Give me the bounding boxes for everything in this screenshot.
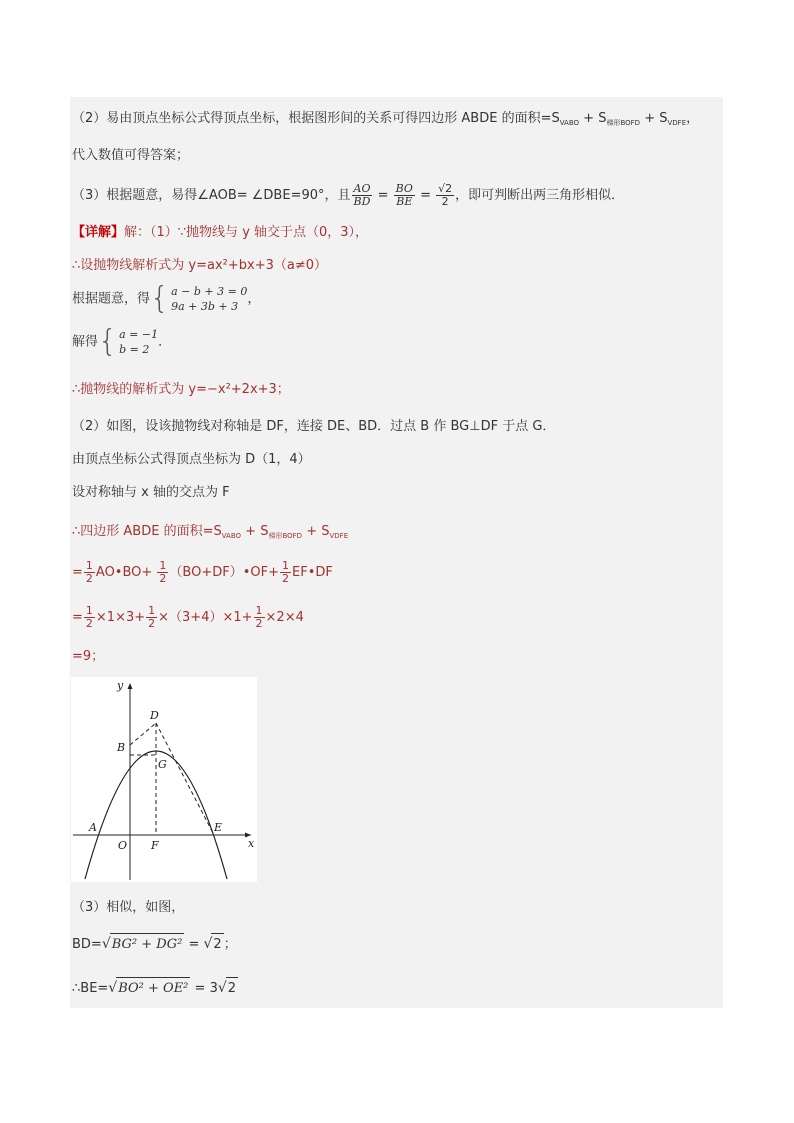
line-part2-hint: （2）易由顶点坐标公式得顶点坐标，根据图形间的关系可得四边形 ABDE 的面积$=S_{VABO} + S_{梯形BOFD} + S_{VDFE}$， (72, 111, 700, 127)
label-E: E (214, 821, 223, 834)
segment-DE (156, 723, 214, 835)
line-part3-hint: （3）根据题意，易得∠AOB= ∠DBE=90°，且 $\frac{AO}{BD}$ = $\frac{BO}{BE}$ = $\frac{√2}{2}$ ，即可判断出两三角形相似． (72, 182, 625, 208)
label-y: y (117, 679, 124, 692)
segment-BD (130, 723, 156, 745)
label-G: G (158, 758, 167, 771)
y-axis-arrow (128, 683, 133, 689)
line-area-result: =9； (72, 649, 105, 664)
label-D: D (150, 709, 159, 722)
parabola-figure (71, 677, 257, 882)
line-axis-intersection: 设对称轴与 x 轴的交点为 F (72, 485, 230, 500)
line-part3-similar: （3）相似，如图， (72, 900, 185, 915)
parabola-svg (71, 677, 257, 882)
line-area-expand: = $\frac{1}{2}$ AO•BO+ $\frac{1}{2}$ （BO+DF）•OF+ $\frac{1}{2}$ EF•DF (72, 559, 333, 585)
line-area-values: = $\frac{1}{2}$ ×1×3+ $\frac{1}{2}$ ×（3+4）×1+ $\frac{1}{2}$ ×2×4 (72, 604, 304, 630)
detail-tag: 【详解】 (72, 225, 125, 240)
label-F: F (151, 839, 159, 852)
line-part2-setup: （2）如图，设该抛物线对称轴是 DF，连接 DE、BD．过点 B 作 BG⊥DF 于点 G． (72, 419, 556, 434)
line-BE-length: ∴BE=√BO² + OE² = 3√2 (72, 977, 238, 1000)
line-system-1: 根据题意，得 { a − b + 3 = 0 9a + 3b + 3 ， (72, 281, 261, 316)
label-A: A (89, 821, 97, 834)
line-detail-start: 【详解】解：（1）∵抛物线与 y 轴交于点（0，3）， (72, 225, 369, 240)
line-set-parabola: ∴设抛物线解析式为 y=ax²+bx+3（a≠0） (72, 258, 327, 273)
line-system-2: 解得 { a = −1 b = 2 ． (72, 324, 172, 359)
line-vertex: 由顶点坐标公式得顶点坐标为 D（1，4） (72, 452, 311, 467)
line-parabola-result: ∴抛物线的解析式为 y=−x²+2x+3； (72, 382, 290, 397)
line-substitute: 代入数值可得答案； (72, 148, 190, 163)
line-BD-length: BD=√BG² + DG² = √2 ； (72, 933, 237, 956)
label-x: x (248, 837, 255, 850)
label-O: O (118, 839, 128, 852)
line-area-formula: ∴四边形 ABDE 的面积$=S_{VABO} + S_{梯形BOFD} + S_{VDFE}$ (72, 524, 349, 540)
label-B: B (117, 741, 126, 754)
